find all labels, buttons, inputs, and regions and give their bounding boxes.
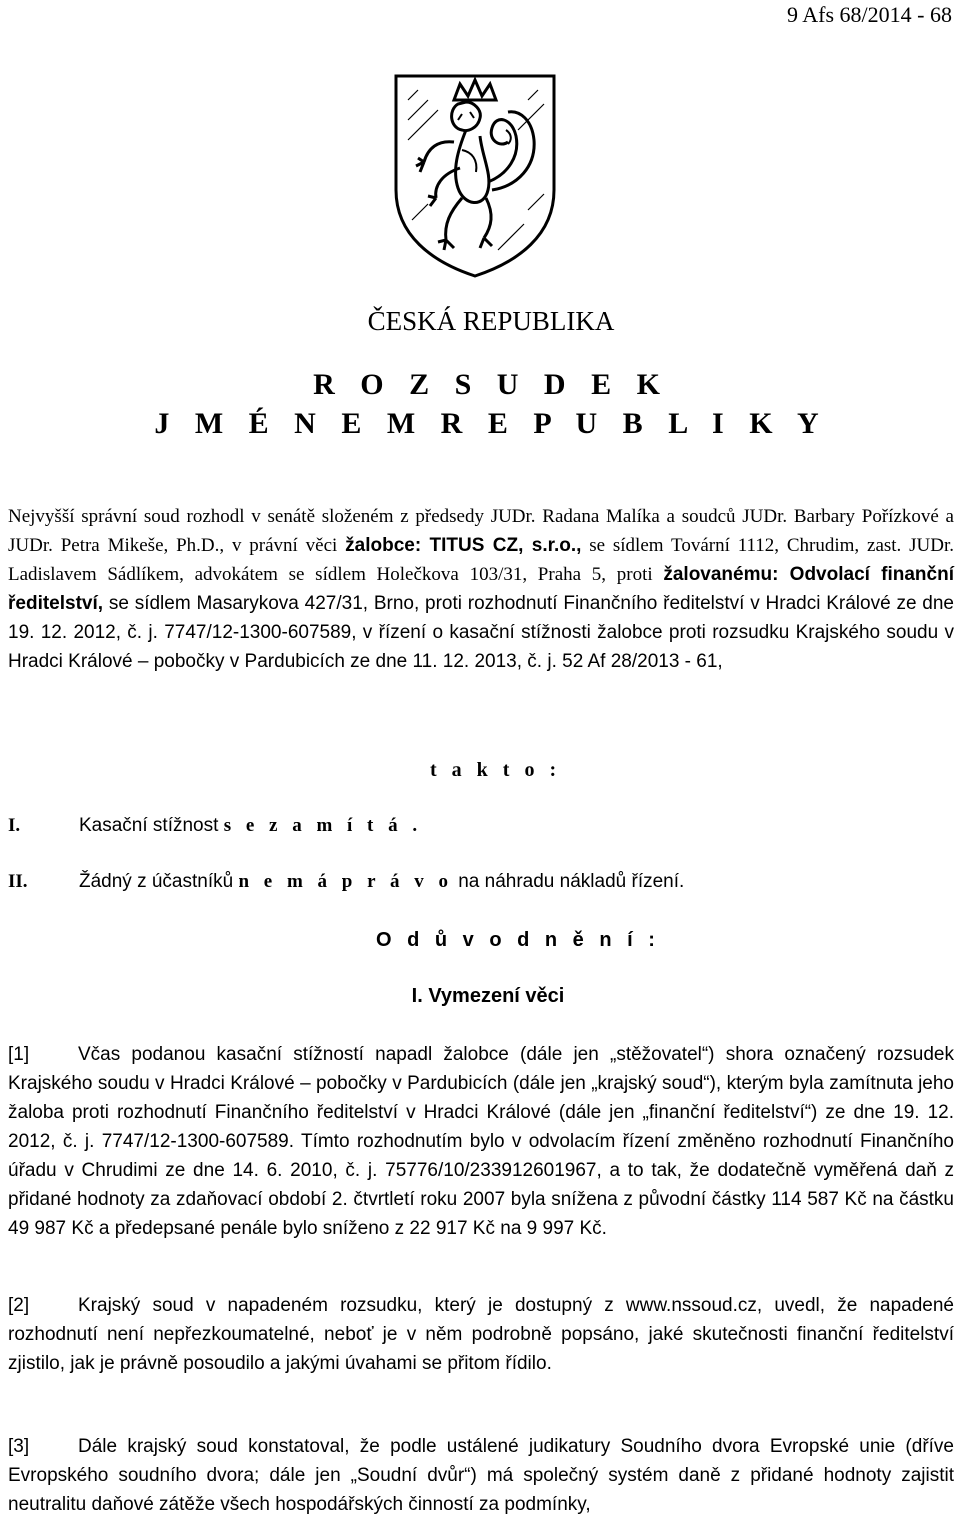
defendant-label: žalovanému: Odvolací finanční ředitelství, <box>8 564 954 614</box>
paragraph-text: Dále krajský soud konstatoval, že podle ustálené judikatury Soudního dvora Evropské unie (dříve Evropského soudního dvora; dále jen „Soudní dvůr“) má společný systém daně z přidané hodnoty zajistit neutralitu daňové zátěže všech hospodářských činností za podmínky, <box>8 1436 954 1515</box>
paragraph-number: [2] <box>8 1295 30 1316</box>
judgment-title: R O Z S U D E K <box>313 368 669 401</box>
verdict-text: Žádný z účastníků <box>79 871 239 892</box>
intro-text-2: se sídlem Tovární 1112, Chrudim, zast. JUDr. Ladislavem Sádlíkem, advokátem se sídlem Holečkova 103/31, Praha 5, proti <box>8 535 954 585</box>
intro-text-1: Nejvyšší správní soud rozhodl v senátě složeném z předsedy JUDr. Radana Malíka a soudců JUDr. Barbary Pořízkové a JUDr. Petra Mikeše, Ph.D., v právní věci <box>8 506 954 556</box>
intro-paragraph <box>8 502 954 676</box>
paragraph-number: [3] <box>8 1436 30 1457</box>
paragraph-text: Včas podanou kasační stížností napadl žalobce (dále jen „stěžovatel“) shora označený rozsudek Krajského soudu v Hradci Králové – pobočky v Pardubicích (dále jen „krajský soud“), kterým byla zamítnuta jeho žaloba proti rozhodnutí Finančního ředitelství v Hradci Králové (dále jen „finanční ředitelství“) ze dne 19. 12. 2012, č. j. 7747/12-1300-607589. Tímto rozhodnutím bylo v odvolacím řízení změněno rozhodnutí Finančního úřadu v Chrudimi ze dne 14. 6. 2010, č. j. 75776/10/233912601967, a to tak, že dodatečně vyměřená daň z přidané hodnoty za zdaňovací období 2. čtvrtletí roku 2007 byla snížena z původní částky 114 587 Kč na částku 49 987 Kč a předepsané penále bylo sníženo z 22 917 Kč na 9 997 Kč. <box>8 1044 954 1239</box>
paragraph-number: [1] <box>8 1044 30 1065</box>
verdict-emphasis: s e z a m í t á . <box>223 815 423 836</box>
plaintiff-label: žalobce: TITUS CZ, s.r.o., <box>345 535 582 556</box>
reasoning-heading: O d ů v o d n ě n í : <box>376 929 660 951</box>
verdict-number: I. <box>8 815 21 836</box>
verdict-text-rest: na náhradu nákladů řízení. <box>452 871 685 892</box>
coat-of-arms-icon <box>388 70 562 280</box>
paragraph-2 <box>8 1291 954 1378</box>
paragraph-3 <box>8 1432 954 1519</box>
takto-heading: t a k t o : <box>430 759 562 781</box>
verdict-item-2 <box>8 871 684 893</box>
intro-text-3: se sídlem Masarykova 427/31, Brno, proti rozhodnutí Finančního ředitelství v Hradci Králové ze dne 19. 12. 2012, č. j. 7747/12-1300-607589, v řízení o kasační stížnosti žalobce proti rozsudku Krajského soudu v Hradci Králové – pobočky v Pardubicích ze dne 11. 12. 2013, č. j. 52 Af 28/2013 - 61, <box>8 593 954 672</box>
verdict-emphasis: n e m á p r á v o <box>238 871 453 892</box>
verdict-number: II. <box>8 871 28 892</box>
section-heading: I. Vymezení věci <box>411 985 565 1007</box>
verdict-text: Kasační stížnost <box>79 815 224 836</box>
judgment-subtitle: J M É N E M R E P U B L I K Y <box>154 407 828 440</box>
paragraph-1 <box>8 1040 954 1243</box>
state-heading: ČESKÁ REPUBLIKA <box>367 306 615 336</box>
paragraph-text: Krajský soud v napadeném rozsudku, který je dostupný z www.nssoud.cz, uvedl, že napadené rozhodnutí není nepřezkoumatelné, neboť je v něm podrobně popsáno, jaké skutečnosti finanční ředitelství zjistilo, jak je právně posoudilo a jakými úvahami se přitom řídilo. <box>8 1295 954 1374</box>
verdict-item-1 <box>8 815 422 837</box>
case-number: 9 Afs 68/2014 - 68 <box>787 2 952 27</box>
